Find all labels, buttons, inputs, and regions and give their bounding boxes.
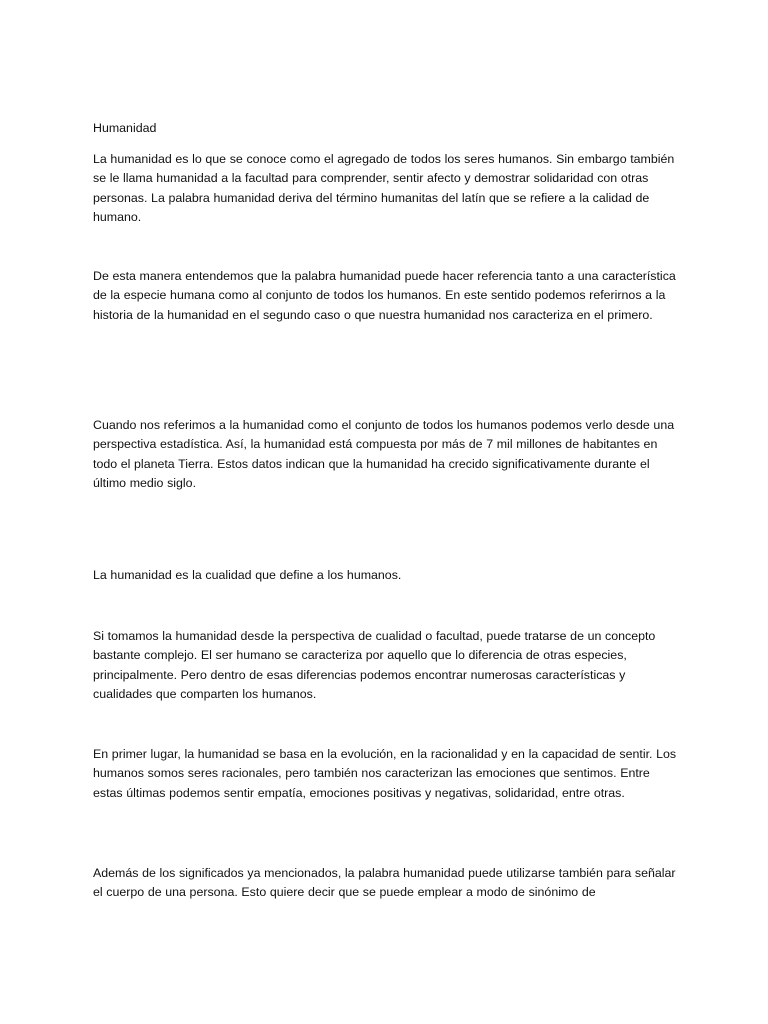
paragraph-5: Si tomamos la humanidad desde la perspectiva de cualidad o facultad, puede tratarse de un concepto bastante complejo. El ser humano se caracteriza por aquello que lo diferencia de otras especies, principalmente. Pero dentro de esas diferencias podemos encontrar numerosas características y cualidades que comparten los humanos. — [93, 629, 656, 702]
paragraph-2: De esta manera entendemos que la palabra humanidad puede hacer referencia tanto a una característica de la especie humana como al conjunto de todos los humanos. En este sentido podemos referirnos a la historia de la humanidad en el segundo caso o que nuestra humanidad nos caracteriza en el primero. — [93, 269, 676, 322]
paragraph-4: La humanidad es la cualidad que define a los humanos. — [93, 568, 402, 582]
paragraph-3: Cuando nos referimos a la humanidad como el conjunto de todos los humanos podemos verlo desde una perspectiva estadística. Así, la humanidad está compuesta por más de 7 mil millones de habitantes en todo el planeta Tierra. Estos datos indican que la humanidad ha crecido significativamente durante el último medio siglo. — [93, 418, 675, 491]
paragraph-6: En primer lugar, la humanidad se basa en la evolución, en la racionalidad y en la capacidad de sentir. Los humanos somos seres racionales, pero también nos caracterizan las emociones que sentimos. Entre estas últimas podemos sentir empatía, emociones positivas y negativas, solidaridad, entre otras. — [93, 747, 677, 800]
paragraph-7: Además de los significados ya mencionados, la palabra humanidad puede utilizarse también para señalar el cuerpo de una persona. Esto quiere decir que se puede emplear a modo de sinónimo de — [93, 866, 676, 900]
document-title: Humanidad — [93, 121, 157, 135]
paragraph-1: La humanidad es lo que se conoce como el agregado de todos los seres humanos. Sin embargo también se le llama humanidad a la facultad para comprender, sentir afecto y demostrar solidaridad con otras personas. La palabra humanidad deriva del término humanitas del latín que se refiere a la calidad de humano. — [93, 152, 675, 225]
